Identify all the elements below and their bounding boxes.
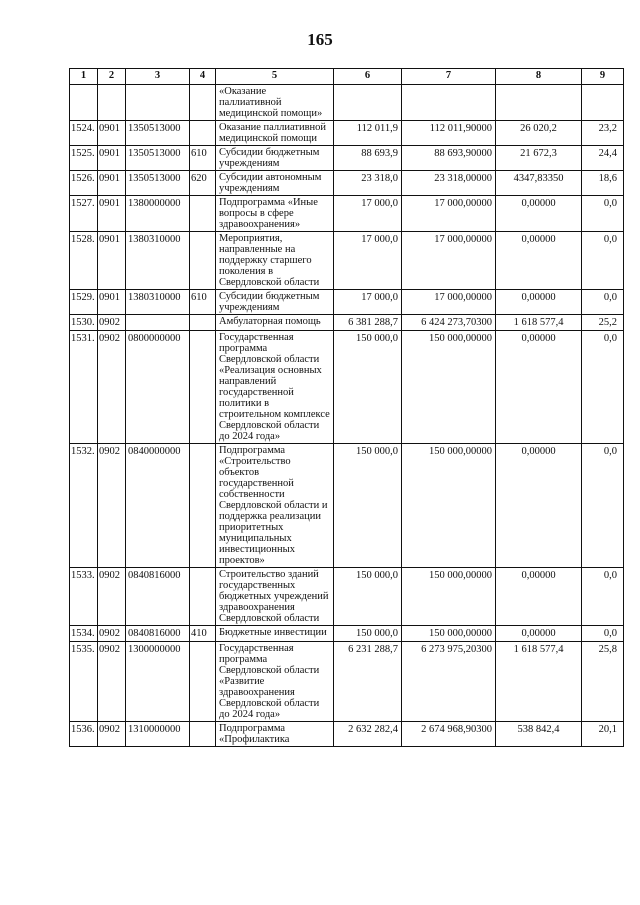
executed-amount: 0,00000	[496, 444, 582, 568]
executed-amount: 0,00000	[496, 290, 582, 315]
executed-amount	[496, 85, 582, 121]
row-number: 1535.	[70, 642, 98, 722]
executed-amount: 0,00000	[496, 331, 582, 444]
item-name: Строительство зданий государственных бюджетных учреждений здравоохранения Свердловской области	[216, 568, 334, 626]
refined-amount: 150 000,00000	[402, 626, 496, 642]
execution-percent: 0,0	[582, 568, 624, 626]
expense-type	[190, 331, 216, 444]
refined-amount: 112 011,90000	[402, 121, 496, 146]
executed-amount: 1 618 577,4	[496, 642, 582, 722]
item-name: Субсидии бюджетным учреждениям	[216, 290, 334, 315]
refined-amount	[402, 85, 496, 121]
expense-type: 620	[190, 171, 216, 196]
refined-amount: 6 424 273,70300	[402, 315, 496, 331]
planned-amount: 150 000,0	[334, 568, 402, 626]
executed-amount: 26 020,2	[496, 121, 582, 146]
item-name: Государственная программа Свердловской области «Реализация основных направлений государственной политики в строительном комплексе Свердловской области до 2024 года»	[216, 331, 334, 444]
table-row	[70, 642, 624, 722]
section-code: 0901	[98, 232, 126, 290]
planned-amount: 2 632 282,4	[334, 722, 402, 747]
execution-percent: 24,4	[582, 146, 624, 171]
expense-type: 610	[190, 146, 216, 171]
refined-amount: 17 000,00000	[402, 232, 496, 290]
table-row	[70, 331, 624, 444]
header-col-6: 6	[334, 69, 402, 85]
refined-amount: 88 693,90000	[402, 146, 496, 171]
planned-amount: 6 231 288,7	[334, 642, 402, 722]
table-row	[70, 121, 624, 146]
target-code: 1350513000	[126, 146, 190, 171]
executed-amount: 0,00000	[496, 196, 582, 232]
item-name: Подпрограмма «Профилактика	[216, 722, 334, 747]
executed-amount: 21 672,3	[496, 146, 582, 171]
planned-amount: 150 000,0	[334, 626, 402, 642]
execution-percent	[582, 85, 624, 121]
executed-amount: 0,00000	[496, 232, 582, 290]
execution-percent: 23,2	[582, 121, 624, 146]
table-row	[70, 290, 624, 315]
row-number: 1530.	[70, 315, 98, 331]
target-code: 0840000000	[126, 444, 190, 568]
execution-percent: 0,0	[582, 331, 624, 444]
executed-amount: 0,00000	[496, 626, 582, 642]
refined-amount: 150 000,00000	[402, 331, 496, 444]
item-name: Бюджетные инвестиции	[216, 626, 334, 642]
expense-type	[190, 315, 216, 331]
row-number: 1532.	[70, 444, 98, 568]
header-col-1: 1	[70, 69, 98, 85]
section-code: 0901	[98, 146, 126, 171]
row-number: 1533.	[70, 568, 98, 626]
section-code: 0902	[98, 331, 126, 444]
execution-percent: 0,0	[582, 196, 624, 232]
expense-type	[190, 121, 216, 146]
section-code: 0902	[98, 626, 126, 642]
planned-amount: 6 381 288,7	[334, 315, 402, 331]
planned-amount: 112 011,9	[334, 121, 402, 146]
table-row	[70, 315, 624, 331]
planned-amount: 150 000,0	[334, 331, 402, 444]
header-col-3: 3	[126, 69, 190, 85]
target-code	[126, 85, 190, 121]
item-name: Государственная программа Свердловской области «Развитие здравоохранения Свердловской области до 2024 года»	[216, 642, 334, 722]
header-col-5: 5	[216, 69, 334, 85]
refined-amount: 17 000,00000	[402, 290, 496, 315]
target-code: 1300000000	[126, 642, 190, 722]
item-name: Оказание паллиативной медицинской помощи	[216, 121, 334, 146]
execution-percent: 20,1	[582, 722, 624, 747]
execution-percent: 0,0	[582, 290, 624, 315]
target-code: 1380310000	[126, 232, 190, 290]
planned-amount: 17 000,0	[334, 290, 402, 315]
target-code: 1350513000	[126, 171, 190, 196]
expense-type	[190, 722, 216, 747]
planned-amount: 88 693,9	[334, 146, 402, 171]
item-name: Подпрограмма «Иные вопросы в сфере здравоохранения»	[216, 196, 334, 232]
header-col-9: 9	[582, 69, 624, 85]
table-row	[70, 626, 624, 642]
execution-percent: 25,8	[582, 642, 624, 722]
refined-amount: 2 674 968,90300	[402, 722, 496, 747]
planned-amount: 150 000,0	[334, 444, 402, 568]
target-code: 0840816000	[126, 568, 190, 626]
item-name: Подпрограмма «Строительство объектов государственной собственности Свердловской области и поддержка реализации приоритетных муниципальных инвестиционных проектов»	[216, 444, 334, 568]
section-code	[98, 85, 126, 121]
refined-amount: 150 000,00000	[402, 444, 496, 568]
expense-type	[190, 642, 216, 722]
table-row	[70, 444, 624, 568]
target-code	[126, 315, 190, 331]
section-code: 0901	[98, 121, 126, 146]
executed-amount: 4347,83350	[496, 171, 582, 196]
header-col-8: 8	[496, 69, 582, 85]
expense-type: 410	[190, 626, 216, 642]
section-code: 0902	[98, 642, 126, 722]
row-number: 1526.	[70, 171, 98, 196]
target-code: 1310000000	[126, 722, 190, 747]
planned-amount	[334, 85, 402, 121]
expense-type	[190, 232, 216, 290]
table-row	[70, 232, 624, 290]
execution-percent: 0,0	[582, 626, 624, 642]
target-code: 1380000000	[126, 196, 190, 232]
table-row	[70, 196, 624, 232]
executed-amount: 0,00000	[496, 568, 582, 626]
expense-type	[190, 85, 216, 121]
section-code: 0901	[98, 290, 126, 315]
execution-percent: 0,0	[582, 444, 624, 568]
section-code: 0901	[98, 171, 126, 196]
planned-amount: 17 000,0	[334, 232, 402, 290]
row-number: 1527.	[70, 196, 98, 232]
execution-percent: 0,0	[582, 232, 624, 290]
header-col-7: 7	[402, 69, 496, 85]
header-row	[70, 69, 624, 85]
refined-amount: 6 273 975,20300	[402, 642, 496, 722]
planned-amount: 23 318,0	[334, 171, 402, 196]
section-code: 0902	[98, 722, 126, 747]
executed-amount: 538 842,4	[496, 722, 582, 747]
row-number: 1525.	[70, 146, 98, 171]
page-number: 165	[307, 30, 333, 49]
execution-percent: 25,2	[582, 315, 624, 331]
table-row	[70, 171, 624, 196]
item-name: Субсидии бюджетным учреждениям	[216, 146, 334, 171]
target-code: 1380310000	[126, 290, 190, 315]
table-row	[70, 85, 624, 121]
row-number: 1529.	[70, 290, 98, 315]
section-code: 0902	[98, 315, 126, 331]
section-code: 0901	[98, 196, 126, 232]
row-number	[70, 85, 98, 121]
item-name: Мероприятия, направленные на поддержку старшего поколения в Свердловской области	[216, 232, 334, 290]
expense-type: 610	[190, 290, 216, 315]
expense-type	[190, 444, 216, 568]
section-code: 0902	[98, 444, 126, 568]
row-number: 1536.	[70, 722, 98, 747]
expense-type	[190, 568, 216, 626]
budget-table	[69, 68, 624, 747]
item-name: Субсидии автономным учреждениям	[216, 171, 334, 196]
target-code: 0840816000	[126, 626, 190, 642]
refined-amount: 17 000,00000	[402, 196, 496, 232]
execution-percent: 18,6	[582, 171, 624, 196]
table-row	[70, 146, 624, 171]
target-code: 0800000000	[126, 331, 190, 444]
header-col-2: 2	[98, 69, 126, 85]
item-name: Амбулаторная помощь	[216, 315, 334, 331]
row-number: 1524.	[70, 121, 98, 146]
refined-amount: 23 318,00000	[402, 171, 496, 196]
refined-amount: 150 000,00000	[402, 568, 496, 626]
target-code: 1350513000	[126, 121, 190, 146]
section-code: 0902	[98, 568, 126, 626]
expense-type	[190, 196, 216, 232]
planned-amount: 17 000,0	[334, 196, 402, 232]
row-number: 1528.	[70, 232, 98, 290]
row-number: 1534.	[70, 626, 98, 642]
executed-amount: 1 618 577,4	[496, 315, 582, 331]
table-row	[70, 568, 624, 626]
item-name: «Оказание паллиативной медицинской помощи»	[216, 85, 334, 121]
row-number: 1531.	[70, 331, 98, 444]
table-row	[70, 722, 624, 747]
header-col-4: 4	[190, 69, 216, 85]
